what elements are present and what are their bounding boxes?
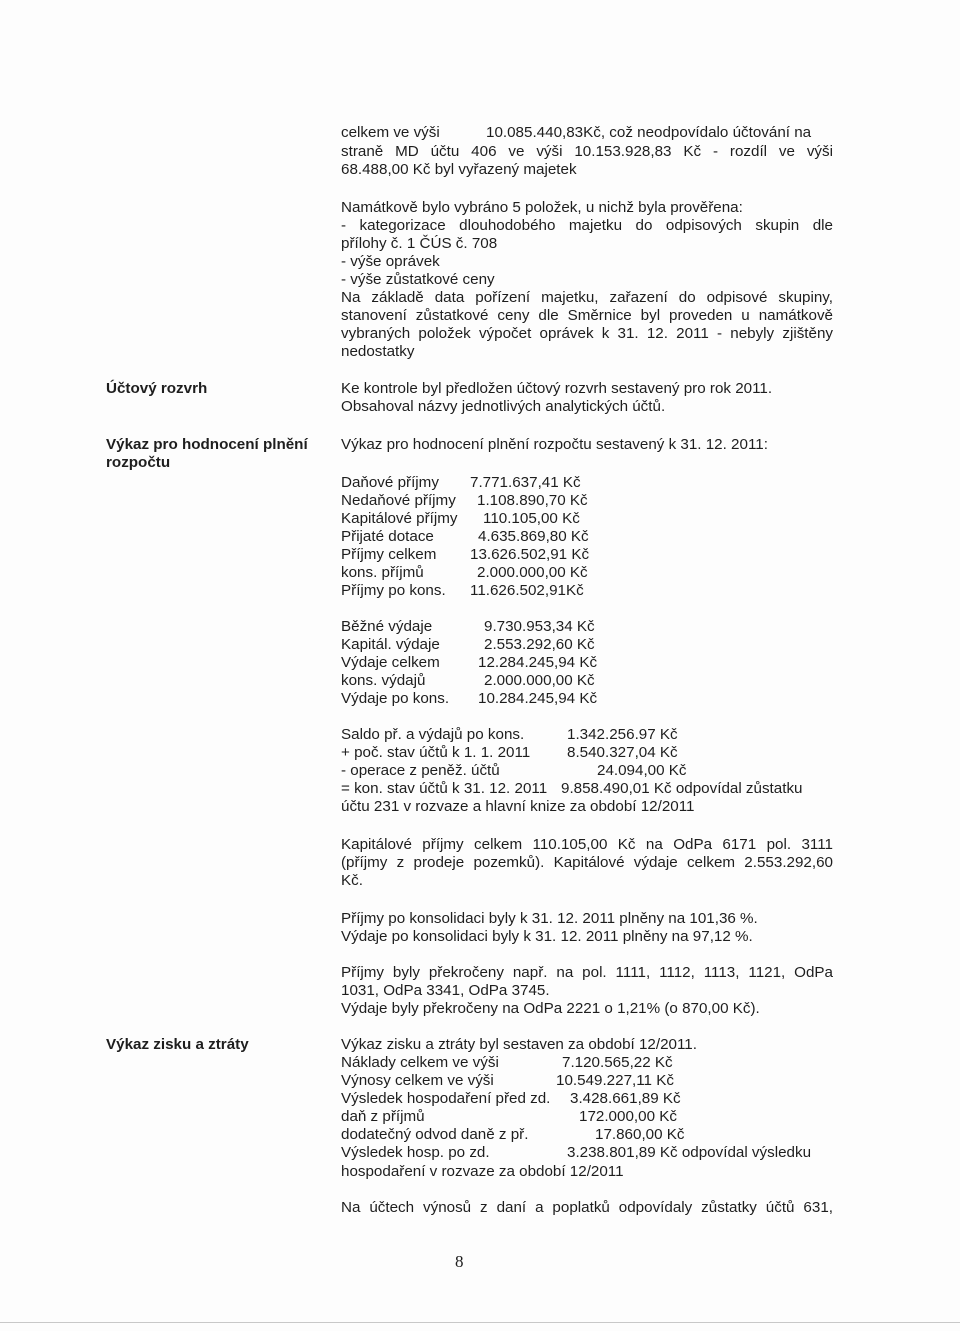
row-name: + poč. stav účtů k 1. 1. 2011 xyxy=(341,744,531,761)
intro-line-1b: 10.085.440,83Kč, což neodpovídalo účtování na xyxy=(486,124,812,141)
table-row xyxy=(341,636,833,654)
table-row xyxy=(341,726,833,744)
table-row xyxy=(341,582,833,600)
row-value: 4.635.869,80 Kč xyxy=(478,528,589,545)
table-row xyxy=(341,510,833,528)
row-name: Přijaté dotace xyxy=(341,528,434,545)
intro-line-3: 68.488,00 Kč byl vyřazený majetek xyxy=(341,161,577,178)
row-value: 17.860,00 Kč xyxy=(595,1126,685,1143)
table-row xyxy=(341,1108,833,1126)
ucetni-rozvrh-line-1: Ke kontrole byl předložen účtový rozvrh sestavený pro rok 2011. xyxy=(341,380,773,397)
row-name: Nedaňové příjmy xyxy=(341,492,456,509)
row-value: 11.626.502,91Kč xyxy=(470,582,584,599)
row-name: Výdaje celkem xyxy=(341,654,440,671)
row-name: kons. příjmů xyxy=(341,564,424,581)
table-row xyxy=(341,744,833,762)
kapital-line-1: Kapitálové příjmy celkem 110.105,00 Kč na OdPa 6171 pol. 3111 xyxy=(341,836,833,853)
row-value: 3.238.801,89 Kč odpovídal výsledku xyxy=(567,1144,812,1161)
table-row xyxy=(341,1126,833,1144)
saldo-table xyxy=(341,726,833,798)
vykaz-zisku-note: hospodaření v rozvaze za období 12/2011 xyxy=(341,1163,624,1180)
prijmy-table xyxy=(341,474,833,600)
table-row xyxy=(341,654,833,672)
prekroceni-line-2: 1031, OdPa 3341, OdPa 3745. xyxy=(341,982,550,999)
row-value: 3.428.661,89 Kč xyxy=(570,1090,681,1107)
row-value: 13.626.502,91 Kč xyxy=(470,546,590,563)
section-label-ucetni-rozvrh: Účtový rozvrh xyxy=(106,380,208,397)
table-row xyxy=(341,492,833,510)
row-value: 24.094,00 Kč xyxy=(597,762,687,779)
vynosy-line: Na účtech výnosů z daní a poplatků odpovídaly zůstatky účtů 631, xyxy=(341,1199,833,1216)
vykaz-rozpoctu-heading: Výkaz pro hodnocení plnění rozpočtu sestavený k 31. 12. 2011: xyxy=(341,436,768,453)
inventory-line-7: stanovení zůstatkové ceny dle Směrnice byl proveden u namátkově xyxy=(341,307,833,324)
page-number: 8 xyxy=(455,1252,464,1271)
inventory-line-2: - kategorizace dlouhodobého majetku do odpisových skupin dle xyxy=(341,217,833,234)
table-row xyxy=(341,1054,833,1072)
ucetni-rozvrh-line-2: Obsahoval názvy jednotlivých analytických účtů. xyxy=(341,398,666,415)
plneni-vydaje: Výdaje po konsolidaci byly k 31. 12. 2011 plněny na 97,12 %. xyxy=(341,928,753,945)
plneni-prijmy: Příjmy po konsolidaci byly k 31. 12. 2011 plněny na 101,36 %. xyxy=(341,910,758,927)
inventory-line-3: přílohy č. 1 ČÚS č. 708 xyxy=(341,235,498,252)
prekroceni-line-3: Výdaje byly překročeny na OdPa 2221 o 1,21% (o 870,00 Kč). xyxy=(341,1000,760,1017)
row-name: Kapitálové příjmy xyxy=(341,510,458,527)
row-value: 10.284.245,94 Kč xyxy=(478,690,598,707)
row-name: Výsledek hospodaření před zd. xyxy=(341,1090,551,1107)
row-value: 10.549.227,11 Kč xyxy=(556,1072,674,1089)
table-row xyxy=(341,1090,833,1108)
row-name: - operace z peněž. účtů xyxy=(341,762,500,779)
row-value: 9.730.953,34 Kč xyxy=(484,618,595,635)
vykaz-zisku-heading: Výkaz zisku a ztráty byl sestaven za období 12/2011. xyxy=(341,1036,697,1053)
inventory-line-6: Na základě data pořízení majetku, zařazení do odpisové skupiny, xyxy=(341,289,833,306)
row-value: 12.284.245,94 Kč xyxy=(478,654,598,671)
row-name: = kon. stav účtů k 31. 12. 2011 xyxy=(341,780,548,797)
section-label-vykaz-rozpoctu-1: Výkaz pro hodnocení plnění xyxy=(106,436,308,453)
table-row xyxy=(341,762,833,780)
row-name: Daňové příjmy xyxy=(341,474,439,491)
scan-edge-line xyxy=(0,1322,960,1323)
inventory-line-8: vybraných položek výpočet oprávek k 31. 12. 2011 - nebyly zjištěny xyxy=(341,325,833,342)
table-row xyxy=(341,474,833,492)
row-value: 2.000.000,00 Kč xyxy=(477,564,588,581)
row-name: Příjmy po kons. xyxy=(341,582,446,599)
row-name: kons. výdajů xyxy=(341,672,426,689)
kapital-line-2: (příjmy z prodeje pozemků). Kapitálové výdaje celkem 2.553.292,60 xyxy=(341,854,833,871)
table-row xyxy=(341,1072,833,1090)
zisk-table xyxy=(341,1054,833,1162)
row-name: Běžné výdaje xyxy=(341,618,433,635)
table-row xyxy=(341,546,833,564)
row-name: Saldo př. a výdajů po kons. xyxy=(341,726,525,743)
inventory-line-9: nedostatky xyxy=(341,343,415,360)
section-label-vykaz-zisku: Výkaz zisku a ztráty xyxy=(106,1036,249,1053)
row-value: 7.771.637,41 Kč xyxy=(470,474,581,491)
row-value: 2.553.292,60 Kč xyxy=(484,636,595,653)
prekroceni-line-1: Příjmy byly překročeny např. na pol. 1111, 1112, 1113, 1121, OdPa xyxy=(341,964,833,981)
row-name: daň z příjmů xyxy=(341,1108,425,1125)
row-value: 2.000.000,00 Kč xyxy=(484,672,595,689)
row-value: 9.858.490,01 Kč odpovídal zůstatku xyxy=(561,780,803,797)
inventory-line-1: Namátkově bylo vybráno 5 položek, u nichž byla prověřena: xyxy=(341,199,743,216)
inventory-line-4: - výše oprávek xyxy=(341,253,440,270)
row-value: 7.120.565,22 Kč xyxy=(562,1054,673,1071)
saldo-note: účtu 231 v rozvaze a hlavní knize za období 12/2011 xyxy=(341,798,695,815)
table-row xyxy=(341,672,833,690)
table-row xyxy=(341,690,833,708)
row-name: Výsledek hosp. po zd. xyxy=(341,1144,490,1161)
row-value: 172.000,00 Kč xyxy=(579,1108,677,1125)
kapital-line-3: Kč. xyxy=(341,872,363,889)
inventory-line-5: - výše zůstatkové ceny xyxy=(341,271,495,288)
table-row xyxy=(341,1144,833,1162)
row-name: Výdaje po kons. xyxy=(341,690,450,707)
table-row xyxy=(341,564,833,582)
row-value: 1.108.890,70 Kč xyxy=(477,492,588,509)
table-row xyxy=(341,780,833,798)
row-value: 8.540.327,04 Kč xyxy=(567,744,678,761)
table-row xyxy=(341,618,833,636)
row-value: 1.342.256.97 Kč xyxy=(567,726,678,743)
row-name: Výnosy celkem ve výši xyxy=(341,1072,494,1089)
intro-line-2: straně MD účtu 406 ve výši 10.153.928,83 Kč - rozdíl ve výši xyxy=(341,143,833,160)
section-label-vykaz-rozpoctu-2: rozpočtu xyxy=(106,454,171,471)
vydaje-table xyxy=(341,618,833,708)
row-name: Náklady celkem ve výši xyxy=(341,1054,499,1071)
intro-line-1a: celkem ve výši xyxy=(341,124,440,141)
row-name: dodatečný odvod daně z př. xyxy=(341,1126,529,1143)
table-row xyxy=(341,528,833,546)
row-name: Kapitál. výdaje xyxy=(341,636,440,653)
row-value: 110.105,00 Kč xyxy=(483,510,580,527)
row-name: Příjmy celkem xyxy=(341,546,437,563)
